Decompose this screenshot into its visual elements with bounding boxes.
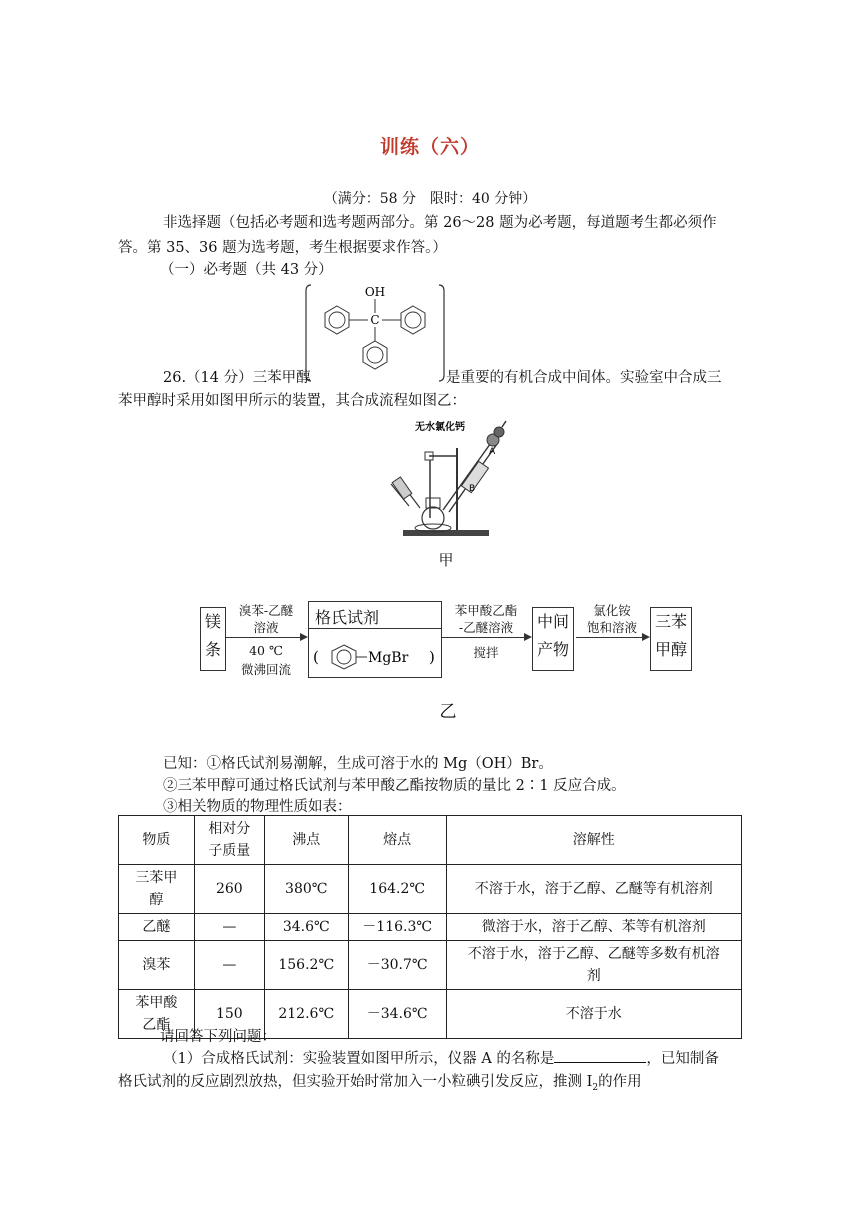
table-cell: — (194, 941, 264, 990)
header-solubility: 溶解性 (446, 816, 741, 865)
flow-step3-reagent-2: 饱和溶液 (586, 620, 637, 635)
q26-line-2: 苯甲醇时采用如图甲所示的装置，其合成流程如图乙： (118, 393, 466, 409)
flow-arrow-2 (442, 637, 526, 638)
exam-info: （满分：58 分 限时：40 分钟） (323, 191, 537, 207)
known-line-3: ③相关物质的物理性质如表： (163, 799, 352, 815)
flow-arrow-2-head (524, 633, 532, 641)
structure-oh-label: OH (364, 285, 386, 299)
flow-arrow-3 (576, 637, 644, 638)
intro-line-2: 答。第 35、36 题为选考题，考生根据要求作答。） (118, 240, 447, 256)
intro-line-1: 非选择题（包括必考题和选考题两部分。第 26～28 题为必考题，每道题考生都必须作 (163, 215, 717, 231)
table-cell: 微溶于水，溶于乙醇、苯等有机溶剂 (446, 914, 741, 941)
table-cell: 212.6℃ (264, 990, 348, 1039)
flow-arrow-3-head (642, 633, 650, 641)
flow-magnesium-box: 镁 条 (200, 607, 226, 671)
table-cell: －30.7℃ (348, 941, 446, 990)
table-cell: 不溶于水，溶于乙醇、乙醚等有机溶剂 (446, 865, 741, 914)
table-row (119, 914, 742, 941)
apparatus-label-b: B (469, 484, 476, 494)
table-cell: 苯甲酸 乙酯 (119, 990, 195, 1039)
grignard-formula: MgBr (368, 650, 409, 666)
question-1-text-a: （1）合成格氏试剂：实验装置如图甲所示，仪器 A 的名称是 (163, 1051, 555, 1067)
known-line-2: ②三苯甲醇可通过格氏试剂与苯甲酸乙酯按物质的量比 2∶1 反应合成。 (163, 778, 626, 794)
table-cell: －116.3℃ (348, 914, 446, 941)
grignard-structure (311, 640, 439, 674)
table-cell: 三苯甲 醇 (119, 865, 195, 914)
drying-tube-label: 无水氯化钙 (415, 422, 465, 433)
flow-step1-temp: 40 ℃ (249, 643, 283, 658)
question-1-line-2-a: 格氏试剂的反应剧烈放热，但实验开始时常加入一小粒碘引发反应，推测 I (118, 1074, 593, 1090)
apparatus-figure (385, 418, 515, 540)
flow-product-box: 三苯 甲醇 (650, 607, 692, 671)
question-1-line-1 (163, 1047, 719, 1072)
flow-arrow-1 (226, 637, 302, 638)
grignard-title: 格氏试剂 (315, 608, 380, 627)
table-row (119, 865, 742, 914)
flow-arrow-1-head (300, 633, 308, 641)
q26-prefix: 26.（14 分）三苯甲醇 (163, 370, 311, 386)
page-title: 训练（六） (379, 136, 480, 158)
header-boiling-point: 沸点 (264, 816, 348, 865)
table-header-row (119, 816, 742, 865)
known-line-1: 已知：①格氏试剂易潮解，生成可溶于水的 Mg（OH）Br。 (163, 756, 553, 772)
table-cell: 164.2℃ (348, 865, 446, 914)
answer-blank[interactable] (554, 1048, 646, 1063)
section-heading: （一）必考题（共 43 分） (160, 262, 333, 278)
table-cell: 不溶于水，溶于乙醇、乙醚等多数有机溶 剂 (446, 941, 741, 990)
flow-step2-reagent-2: -乙醚溶液 (458, 620, 514, 635)
question-1-line-2 (118, 1070, 642, 1101)
header-molar-mass: 相对分 子质量 (194, 816, 264, 865)
question-1-subscript: 2 (592, 1082, 599, 1093)
table-cell: 溴苯 (119, 941, 195, 990)
question-1-text-b: ，已知制备 (646, 1051, 719, 1067)
flow-step3-reagent: 氯化铵 (593, 603, 631, 618)
table-cell: — (194, 914, 264, 941)
question-1-line-2-b: 的作用 (598, 1074, 642, 1090)
triphenylmethanol-structure (305, 283, 445, 383)
table-cell: 不溶于水 (446, 990, 741, 1039)
svg-text:(: ( (313, 648, 319, 666)
q26-suffix: 是重要的有机合成中间体。实验室中合成三 (446, 370, 722, 386)
apparatus-label-a: A (489, 447, 496, 457)
header-melting-point: 熔点 (348, 816, 446, 865)
table-cell: 380℃ (264, 865, 348, 914)
flow-step2-condition: 搅拌 (473, 645, 499, 660)
flow-intermediate-box: 中间 产物 (532, 607, 574, 671)
flow-grignard-box (308, 601, 442, 678)
header-substance: 物质 (119, 816, 195, 865)
table-cell: 260 (194, 865, 264, 914)
flow-step1-condition: 微沸回流 (240, 662, 291, 677)
table-cell: 34.6℃ (264, 914, 348, 941)
table-cell: 150 (194, 990, 264, 1039)
answer-prompt: 请回答下列问题： (160, 1029, 276, 1045)
figure-jia-caption: 甲 (438, 551, 454, 569)
properties-table (118, 815, 742, 1039)
svg-text:): ) (429, 648, 435, 666)
flow-step1-reagent-2: 溶液 (253, 620, 279, 635)
table-cell: 乙醚 (119, 914, 195, 941)
table-cell: 156.2℃ (264, 941, 348, 990)
flow-step1-reagent: 溴苯-乙醚 (238, 603, 294, 618)
structure-c-label: C (370, 313, 380, 327)
table-row (119, 941, 742, 990)
flow-step2-reagent: 苯甲酸乙酯 (454, 603, 518, 618)
table-cell: －34.6℃ (348, 990, 446, 1039)
figure-yi-caption: 乙 (439, 702, 457, 722)
